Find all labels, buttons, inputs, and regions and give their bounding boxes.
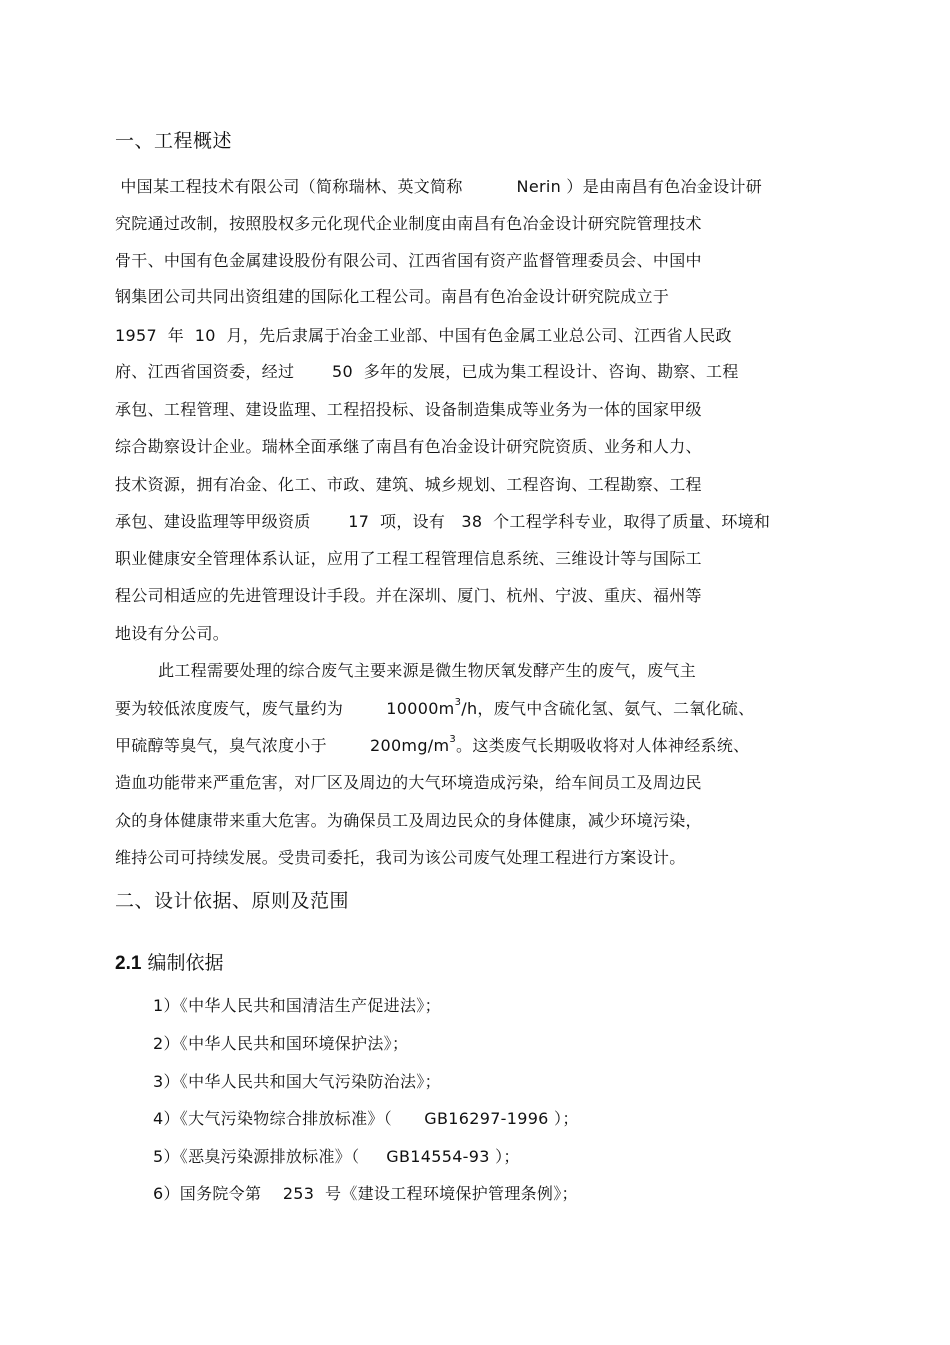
superscript: 3 xyxy=(454,697,462,708)
paragraph-line: 骨干、中国有色金属建设股份有限公司、江西省国有资产监督管理委员会、中国中 xyxy=(115,251,702,270)
reference-item: 5）《恶臭污染源排放标准》（ GB14554-93 ）； xyxy=(153,1147,520,1166)
subsection-title: 编制依据 xyxy=(141,952,224,974)
paragraph-line: 府、江西省国资委，经过 50 多年的发展，已成为集工程设计、咨询、勘察、工程 xyxy=(115,362,739,381)
superscript: 3 xyxy=(449,734,457,745)
paragraph-line: 地设有分公司。 xyxy=(115,624,230,643)
paragraph-line: 维持公司可持续发展。受贵司委托，我司为该公司废气处理工程进行方案设计。 xyxy=(115,848,686,867)
paragraph-line: 承包、建设监理等甲级资质 17 项，设有 38 个工程学科专业，取得了质量、环境和 xyxy=(115,512,771,531)
paragraph-line: 此工程需要处理的综合废气主要来源是微生物厌氧发酵产生的废气，废气主 xyxy=(115,661,696,680)
paragraph-line: 中国某工程技术有限公司（简称瑞林、英文简称 Nerin ）是由南昌有色冶金设计研 xyxy=(115,177,763,196)
subsection-heading xyxy=(115,951,223,976)
text-segment: /h，废气中含硫化氢、氨气、二氧化硫、 xyxy=(461,699,755,718)
reference-item: 4）《大气污染物综合排放标准》（ GB16297-1996 ）； xyxy=(153,1109,579,1128)
section-heading-overview: 一、工程概述 xyxy=(115,130,233,152)
subsection-number: 2.1 xyxy=(115,953,142,974)
paragraph-line: 职业健康安全管理体系认证，应用了工程工程管理信息系统、三维设计等与国际工 xyxy=(115,549,702,568)
paragraph-line: 综合勘察设计企业。瑞林全面承继了南昌有色冶金设计研究院资质、业务和人力、 xyxy=(115,437,702,456)
paragraph-line: 造血功能带来严重危害，对厂区及周边的大气环境造成污染，给车间员工及周边民 xyxy=(115,773,702,792)
paragraph-line-concentration xyxy=(115,735,749,757)
reference-item: 6）国务院令第 253 号《建设工程环境保护管理条例》； xyxy=(153,1184,578,1203)
paragraph-line: 钢集团公司共同出资组建的国际化工程公司。南昌有色冶金设计研究院成立于 xyxy=(115,287,670,306)
paragraph-line-flow-rate xyxy=(115,698,754,720)
paragraph-line: 1957 年 10 月，先后隶属于冶金工业部、中国有色金属工业总公司、江西省人民政 xyxy=(115,326,732,345)
text-segment: 。这类废气长期吸收将对人体神经系统、 xyxy=(456,736,750,755)
paragraph-line: 众的身体健康带来重大危害。为确保员工及周边民众的身体健康，减少环境污染， xyxy=(115,811,702,830)
reference-item: 1）《中华人民共和国清洁生产促进法》； xyxy=(153,996,441,1015)
reference-item: 2）《中华人民共和国环境保护法》； xyxy=(153,1034,409,1053)
reference-item: 3）《中华人民共和国大气污染防治法》； xyxy=(153,1072,441,1091)
paragraph-line: 究院通过改制，按照股权多元化现代企业制度由南昌有色冶金设计研究院管理技术 xyxy=(115,214,702,233)
paragraph-line: 技术资源，拥有冶金、化工、市政、建筑、城乡规划、工程咨询、工程勘察、工程 xyxy=(115,475,702,494)
paragraph-line: 程公司相适应的先进管理设计手段。并在深圳、厦门、杭州、宁波、重庆、福州等 xyxy=(115,586,702,605)
text-segment: 要为较低浓度废气，废气量约为 10000m xyxy=(115,699,455,718)
text-segment: 甲硫醇等臭气，臭气浓度小于 200mg/m xyxy=(115,736,450,755)
section-heading-design-basis: 二、设计依据、原则及范围 xyxy=(115,890,350,912)
paragraph-line: 承包、工程管理、建设监理、工程招投标、设备制造集成等业务为一体的国家甲级 xyxy=(115,400,702,419)
